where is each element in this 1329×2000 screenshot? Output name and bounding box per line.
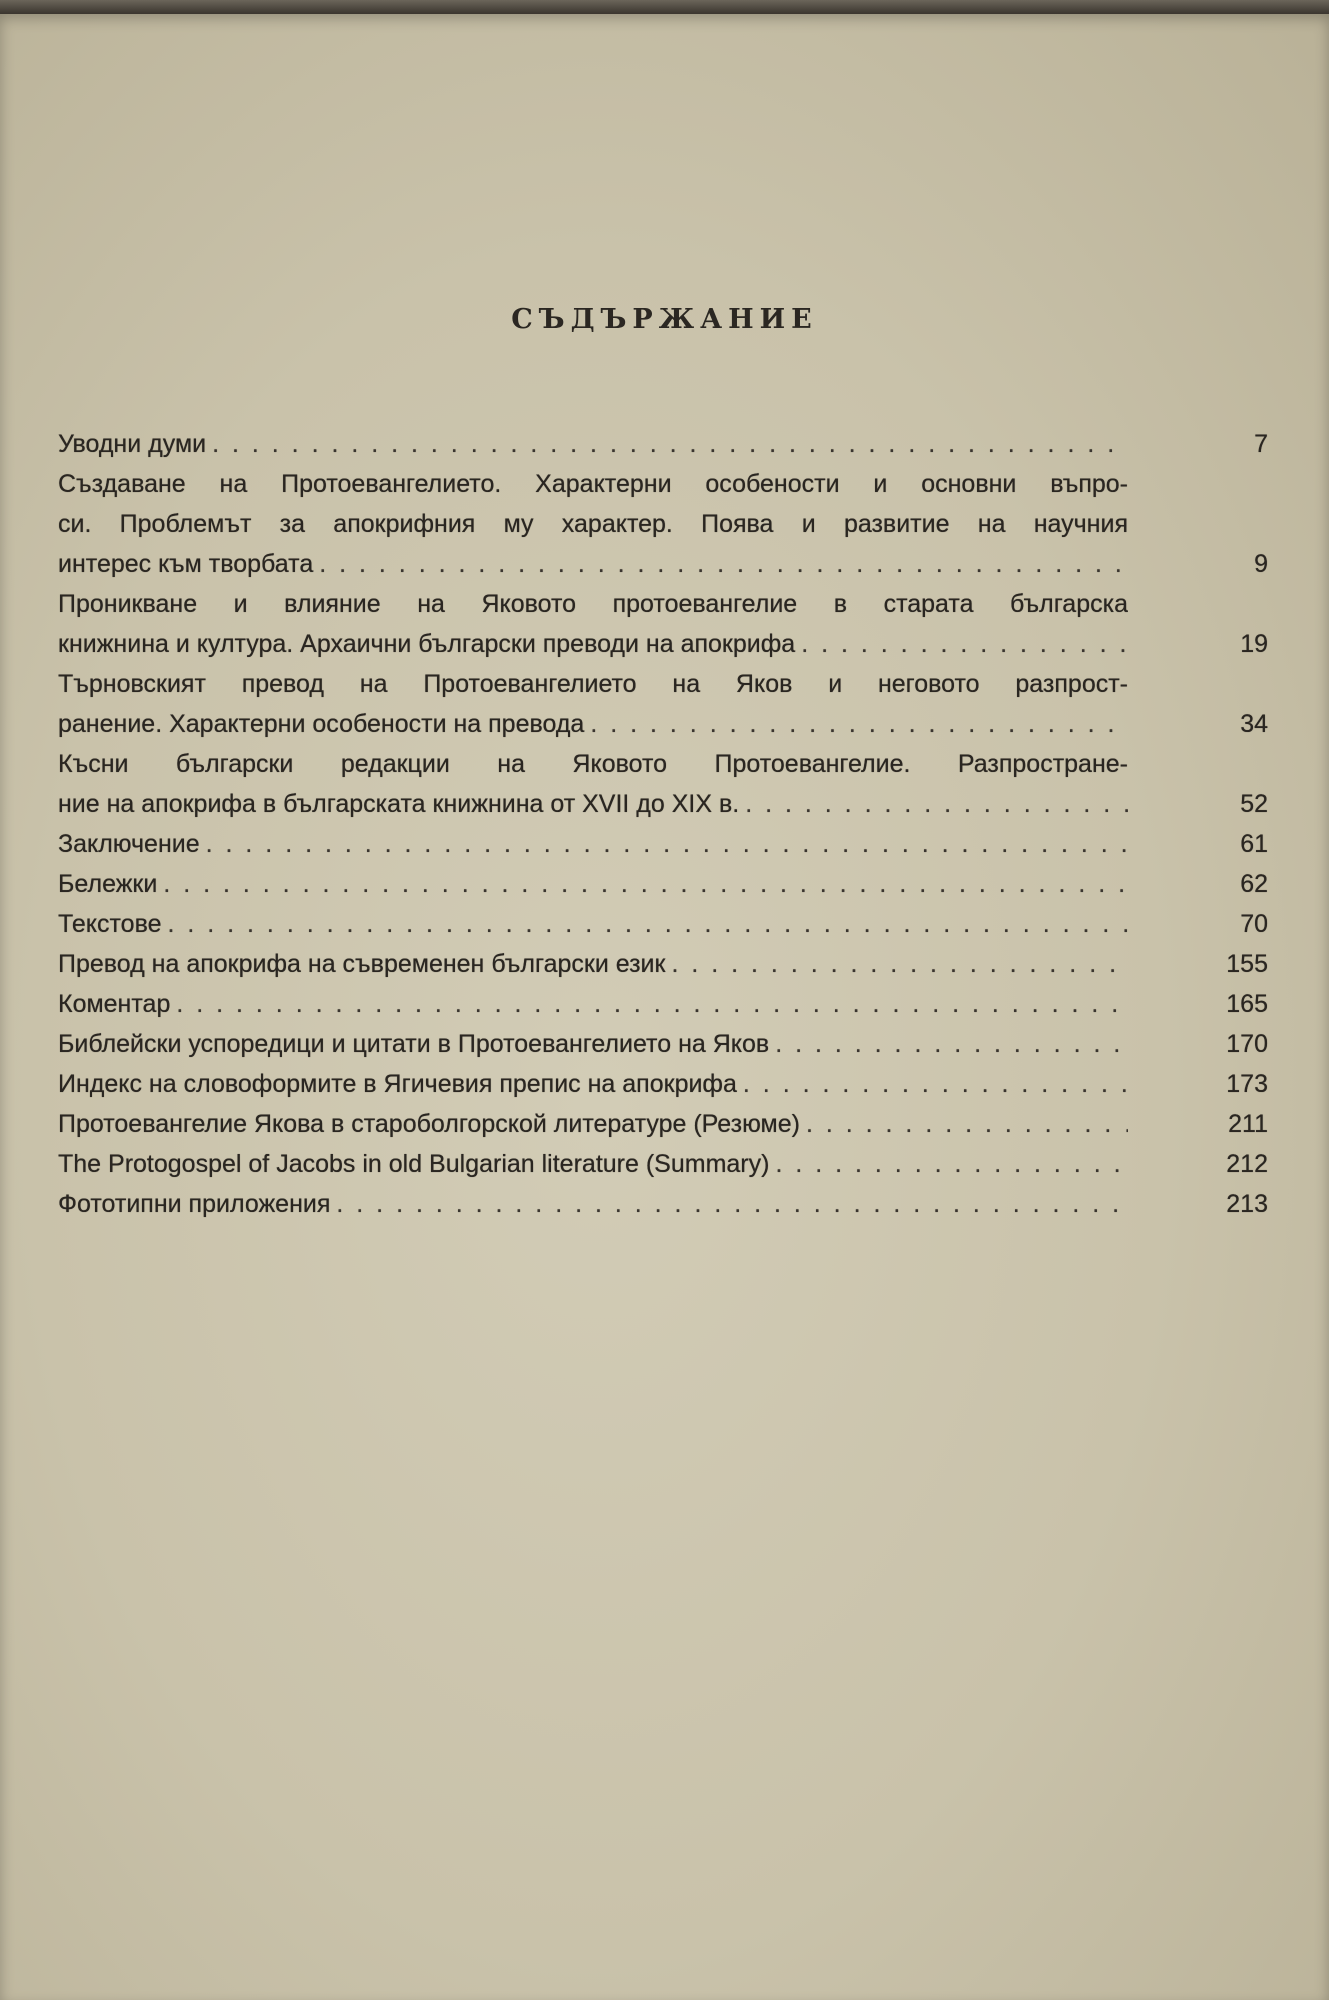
toc-entry-text: Коментар [58,990,171,1018]
dot-leader [330,1184,1128,1224]
toc-page-number: 155 [1226,950,1268,978]
toc-line [58,424,1128,464]
toc-entry [58,1184,1268,1224]
toc-entry [58,1104,1268,1144]
toc-entry [58,664,1268,744]
toc-entry [58,944,1268,984]
toc-line: Създаване на Протоевангелието. Характерни особености и основни въпро- [58,470,1128,498]
toc-page-number: 212 [1226,1150,1268,1178]
toc-entry-text: Заключение [58,830,200,858]
dot-leader [769,1024,1128,1064]
toc-line: си. Проблемът за апокрифния му характер. Поява и развитие на научния [58,510,1128,538]
toc-entry-text: Бележки [58,870,158,898]
toc-entry-text: интерес към творбата [58,550,314,578]
toc-line [58,984,1128,1024]
toc-line [58,864,1128,904]
toc-line [58,1024,1128,1064]
toc-page-number: 7 [1254,430,1268,458]
dot-leader [795,624,1128,664]
toc-entry-text: ние на апокрифа в българската книжнина от XVII до XIX в. [58,790,740,818]
toc-page-number: 170 [1226,1030,1268,1058]
toc-line [58,704,1128,744]
toc-line [58,1104,1128,1144]
toc-entry [58,1024,1268,1064]
toc-entry [58,1064,1268,1104]
dot-leader [739,784,1128,824]
dot-leader [584,704,1128,744]
book-page [0,12,1329,2000]
toc-page-number: 70 [1240,910,1268,938]
dot-leader [157,864,1128,904]
toc-entry-text: Превод на апокрифа на съвременен български език [58,950,666,978]
dot-leader [200,824,1128,864]
toc-entry-text: Библейски успоредици и цитати в Протоевангелието на Яков [58,1030,770,1058]
dot-leader [769,1144,1128,1184]
toc-entry [58,744,1268,824]
toc-entry [58,904,1268,944]
dot-leader [737,1064,1128,1104]
toc-page-number: 19 [1240,630,1268,658]
page-title: СЪДЪРЖАНИЕ [511,304,818,335]
toc-page-number: 52 [1240,790,1268,818]
toc-page-number: 173 [1226,1070,1268,1098]
toc-line [58,1184,1128,1224]
toc-page-number: 165 [1226,990,1268,1018]
dot-leader [170,984,1128,1024]
toc-page-number: 61 [1240,830,1268,858]
toc-page-number: 213 [1226,1190,1268,1218]
toc-line: Проникване и влияние на Яковото протоевангелие в старата българска [58,590,1128,618]
toc-page-number: 62 [1240,870,1268,898]
toc-entry-text: ранение. Характерни особености на превода [58,710,585,738]
dot-leader [313,544,1128,584]
toc-entry [58,864,1268,904]
toc-entry [58,464,1268,584]
toc-entry-text: книжнина и култура. Архаични български преводи на апокрифа [58,630,796,658]
toc-line [58,1144,1128,1184]
toc-page-number: 9 [1254,550,1268,578]
toc-entry [58,584,1268,664]
toc-line: Късни български редакции на Яковото Протоевангелие. Разпростране- [58,750,1128,778]
toc-entry-text: Фототипни приложения [58,1190,331,1218]
toc-entry-text: Индекс на словоформите в Ягичевия препис на апокрифа [58,1070,737,1098]
toc-entry [58,824,1268,864]
dot-leader [800,1104,1128,1144]
toc-line [58,624,1128,664]
toc-line [58,784,1128,824]
toc-line [58,904,1128,944]
toc-entry-text: The Protogospel of Jacobs in old Bulgarian literature (Summary) [58,1150,770,1178]
toc-line [58,944,1128,984]
dot-leader [665,944,1128,984]
toc-entry-text: Протоевангелие Якова в староболгорской литературе (Резюме) [58,1110,800,1138]
toc-entry [58,984,1268,1024]
table-of-contents [58,424,1268,1224]
dot-leader [161,904,1128,944]
toc-line [58,824,1128,864]
toc-page-number: 211 [1228,1110,1268,1138]
toc-entry-text: Уводни думи [58,430,207,458]
toc-line [58,544,1128,584]
toc-entry-text: Текстове [58,910,162,938]
toc-page-number: 34 [1240,710,1268,738]
toc-entry [58,1144,1268,1184]
toc-entry [58,424,1268,464]
toc-line: Търновският превод на Протоевангелието на Яков и неговото разпрост- [58,670,1128,698]
dot-leader [206,424,1128,464]
toc-line [58,1064,1128,1104]
page-top-edge [0,0,1329,14]
